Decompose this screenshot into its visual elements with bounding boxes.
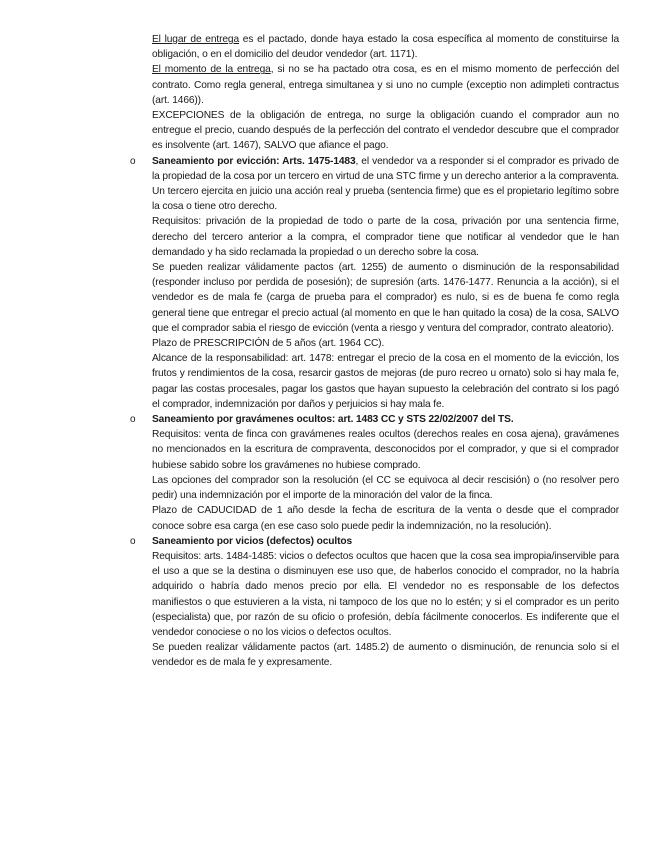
bullet-eviccion-plazo: Plazo de PRESCRIPCIÓN de 5 años (art. 1964 CC). — [152, 338, 385, 350]
lugar-entrega-label: El lugar de entrega — [152, 34, 240, 45]
bullet-vicios — [130, 534, 619, 671]
bullet-gravamenes-title: Saneamiento por gravámenes ocultos: art. 1483 CC y STS 22/02/2007 del TS. — [152, 414, 514, 426]
bullet-vicios-pactos: Se pueden realizar válidamente pactos (art. 1485.2) de aumento o disminución, de renuncia solo si el vendedor es de mala fe y expresamente. — [152, 642, 619, 669]
bullet-vicios-requisitos: Requisitos: arts. 1484-1485: vicios o defectos ocultos que hacen que la cosa sea impropia/inservible para el uso a que se la destina o disminuyen ese uso que, de haberlos conocido el comprador, no la habría adquirido o habría dado menos precio por ella. El vendedor no es responsable de los defectos manifiestos o que estuvieren a la vista, ni tampoco de los que no lo estén; y si el comprador es un perito (especialista) que, por razón de su oficio o profesión, debía fácilmente conocerlos. Es indiferente que el vendedor conociese o no los vicios o defectos ocultos. — [152, 550, 619, 638]
bullet-gravamenes — [130, 412, 619, 534]
intro-paragraph-momento — [152, 62, 619, 108]
document-body — [130, 32, 619, 671]
bullet-eviccion-lead — [152, 154, 619, 215]
bullet-marker: o — [130, 414, 136, 426]
bullet-eviccion-title-tail: , el vendedor va a responder si el comprador es privado de la propiedad de la cosa por un tercero en virtud de una STC firme y un derecho anterior a la compraventa. Un tercero ejercita en juicio una acción real y prueba (sentencia firme) que es el propietario legítimo sobre la cosa o tiene otro derecho. — [152, 155, 619, 213]
bullet-vicios-title: Saneamiento por vicios (defectos) ocultos — [152, 535, 353, 547]
bullet-gravamenes-plazo: Plazo de CADUCIDAD de 1 año desde la fecha de escritura de la venta o desde que el comprador conoce sobre esa carga (en ese caso solo puede pedir la indemnización, no la resolución). — [152, 505, 619, 532]
momento-entrega-label: El momento de la entrega — [152, 64, 271, 76]
lugar-entrega-text: es el pactado, donde haya estado la cosa específica al momento de constituirse la obligación, o en el domicilio del deudor vendedor (art. 1171). — [152, 34, 619, 61]
intro-paragraph-lugar — [152, 32, 619, 62]
bullet-marker: o — [130, 155, 136, 167]
bullet-eviccion-requisitos: Requisitos: privación de la propiedad de todo o parte de la cosa, privación por una sentencia firme, derecho del tercero anterior a la compra, el comprador tiene que notificar al vendedor que le han demandado y ha sido reclamada la propiedad o un derecho sobre la cosa. — [152, 216, 619, 258]
momento-entrega-text: , si no se ha pactado otra cosa, es en el mismo momento de perfección del contrato. Como regla general, entrega simultanea y si uno no cumple (exceptio non adimpleti contractus (art. 1466)). — [152, 64, 619, 106]
bullet-eviccion — [130, 154, 619, 412]
intro-paragraph-excepciones: EXCEPCIONES de la obligación de entrega, no surge la obligación cuando el comprador aun no entregue el precio, cuando después de la perfección del contrato el vendedor descubre que el comprador es insolvente (art. 1467), SALVO que afiance el pago. — [152, 110, 619, 152]
bullet-gravamenes-opciones: Las opciones del comprador son la resolución (el CC se equivoca al decir rescisión) o (no resolver pero pedir) una indemnización por el importe de la minoración del valor de la finca. — [152, 474, 619, 502]
bullet-marker: o — [130, 535, 136, 547]
bullet-eviccion-title: Saneamiento por evicción: Arts. 1475-1483 — [152, 155, 356, 167]
bullet-eviccion-pactos: Se pueden realizar válidamente pactos (art. 1255) de aumento o disminución de la responsabilidad (responder incluso por perdida de posesión); de supresión (arts. 1476-1477. Renuncia a la acción), si el vendedor es de mala fe (carga de prueba para el comprador) es nulo, si es de buena fe como regla general tiene que entregar el precio actual (al momento en que le han quitado la cosa) de la cosa, SALVO que el comprador sabia el riesgo de evicción (venta a riesgo y ventura del comprador, contrato aleatorio). — [152, 262, 619, 334]
bullet-vicios-lead — [152, 534, 619, 549]
bullet-gravamenes-requisitos: Requisitos: venta de finca con gravámenes reales ocultos (derechos reales en cosa ajena), gravámenes no mencionados en la escritura de compraventa, desconocidos por el comprador, y que si el comprador hubiese sabido sobre los gravámenes no hubiese comprado. — [152, 429, 619, 471]
bullet-eviccion-alcance: Alcance de la responsabilidad: art. 1478: entregar el precio de la cosa en el momento de la evicción, los frutos y rendimientos de la cosa, resarcir gastos de mejoras (de puro recreo u ornato) solo si hay mala fe, pagar las costas procesales, pagar los gastos que hayan supuesto la celebración del contrato si los pagó el comprador, indemnización por daños y perjuicios si hay mala fe. — [152, 353, 619, 410]
bullet-gravamenes-lead — [152, 412, 619, 427]
